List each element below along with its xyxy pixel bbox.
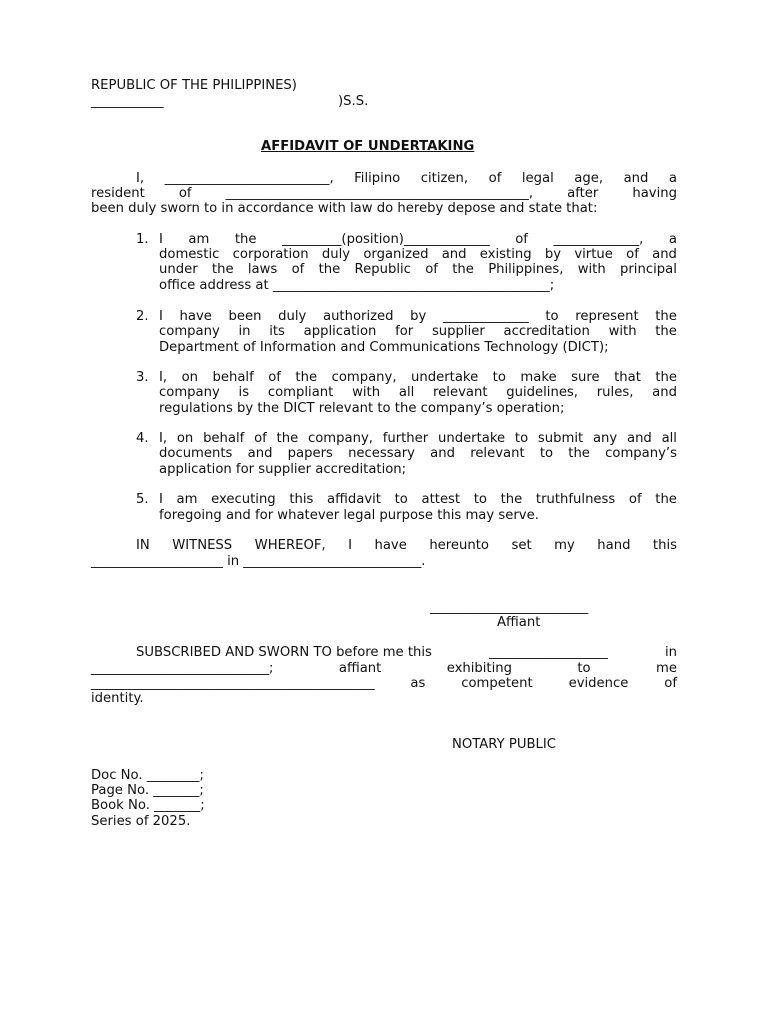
item-5-number: 5. [136,492,149,507]
item-5-line-1-word: the [500,492,523,507]
item-3-line-1-word: behalf [212,370,254,385]
item-3-line-2-word: with [352,385,381,400]
item-5-line-1-word: attest [421,492,461,507]
intro-line-2-word: after [567,186,599,201]
venue-blank: ___________ [91,94,164,109]
item-4-line-1-word: submit [537,431,584,446]
item-2-line-3: Department of Information and Communications Technology (DICT); [159,340,609,355]
page-no: Page No. _______; [91,783,204,798]
item-4-line-1-word: company, [307,431,373,446]
jurat-line-1-word: in [664,645,677,660]
item-3-line-1-word: the [655,370,677,385]
item-5-line-1-word: executing [211,492,276,507]
series: Series of 2025. [91,814,191,829]
witness-line-1-word: have [374,538,407,553]
item-2-line-1-word: I [159,309,163,324]
item-5-line-1-word: truthfulness [535,492,616,507]
item-2-line-2-word: accreditation [503,324,590,339]
item-1-line-2-word: by [544,247,562,262]
item-4-line-1-word: of [254,431,267,446]
item-4-line-1 [159,431,677,446]
intro-line-1-word: legal [521,171,554,186]
item-1-line-2-word: corporation [232,247,309,262]
intro-line-2-word: ______________________________________________, [225,186,534,201]
jurat-line-3-word: evidence [568,676,629,691]
item-1-line-1-word: _____________, [553,232,644,247]
item-2-line-1-word: been [228,309,262,324]
item-5-line-1-word: affidavit [327,492,381,507]
item-1-line-3-word: with [577,262,606,277]
intro-line-3: been duly sworn to in accordance with law do hereby depose and state that: [91,201,598,216]
item-3-line-2-word: is [238,385,250,400]
witness-line-1-word: this [652,538,677,553]
jurat-line-3-word: as [410,676,426,691]
item-2-line-2-word: with [608,324,637,339]
item-4-line-1-word: any [592,431,618,446]
item-1-line-3-word: laws [247,262,278,277]
item-1-line-1-word: of [515,232,528,247]
item-5-line-1-word: this [289,492,314,507]
item-1-line-2-word: and [652,247,677,262]
item-4-line-1-word: behalf [203,431,245,446]
item-1-line-3-word: Republic [354,262,411,277]
intro-line-2-word: resident [91,186,145,201]
item-5-line-1 [159,492,677,507]
item-1-line-3-word: the [452,262,474,277]
item-5-line-1-word: I [159,492,163,507]
witness-line-1-word: hand [597,538,631,553]
item-4-line-1-word: on [176,431,194,446]
document-title: AFFIDAVIT OF UNDERTAKING [261,139,475,154]
jurat-line-3-word: of [664,676,677,691]
jurat-line-2-word: affiant [338,661,382,676]
item-1-line-3-word: the [318,262,341,277]
item-3-line-1-word: of [268,370,281,385]
item-3-number: 3. [136,370,149,385]
item-5-line-1-word: to [394,492,408,507]
item-3-line-1 [159,370,677,385]
item-1-number: 1. [136,232,149,247]
item-4-line-2-word: company’s [605,446,677,461]
item-1-line-2-word: organized [363,247,429,262]
witness-line-1-word: I [348,538,352,553]
item-2-line-1-word: _____________ [442,309,529,324]
item-1-line-2 [159,247,677,262]
witness-line-1-word: WITNESS [172,538,233,553]
witness-line-1 [136,538,677,553]
item-5-line-1-word: the [655,492,677,507]
item-2-line-1-word: authorized [322,309,394,324]
item-4-line-1-word: undertake [437,431,506,446]
item-2-line-2-word: for [395,324,414,339]
item-4-line-2 [159,446,677,461]
witness-line-1-word: hereunto [429,538,489,553]
jurat-line-2-word: me [656,661,677,676]
item-3-line-3: regulations by the DICT relevant to the company’s operation; [159,401,565,416]
affiant-label: Affiant [497,615,541,630]
item-5-line-1-word: am [176,492,198,507]
witness-line-1-word: my [554,538,575,553]
item-4-line-2-word: necessary [348,446,415,461]
item-2-line-1-word: by [410,309,427,324]
item-3-line-1-word: company, [331,370,397,385]
item-4-line-2-word: relevant [470,446,525,461]
venue-ss: )S.S. [338,94,369,109]
item-1-line-3-word: the [211,262,234,277]
item-2-line-2-word: in [238,324,251,339]
intro-line-2 [91,186,677,201]
item-5-line-1-word: to [473,492,487,507]
item-2-line-2-word: company [159,324,220,339]
item-2-line-1-word: the [655,309,677,324]
item-5-line-2: foregoing and for whatever legal purpose this may serve. [159,508,539,523]
intro-line-1-word: citizen, [420,171,469,186]
item-1-line-1-word: _________(position)_____________ [282,232,490,247]
item-2-line-1-word: have [179,309,212,324]
notary-public-label: NOTARY PUBLIC [452,737,556,752]
item-3-line-2-word: all [398,385,415,400]
item-3-line-1-word: that [614,370,641,385]
item-3-line-1-word: I, [159,370,168,385]
intro-line-2-word: having [632,186,677,201]
witness-line-1-word: set [511,538,532,553]
jurat-line-1-word: __________________ [489,645,608,660]
witness-line-1-word: WHEREOF, [254,538,326,553]
book-no: Book No. _______; [91,798,205,813]
item-1-line-3-word: of [291,262,305,277]
item-1-line-1-word: a [668,232,677,247]
jurat-line-3 [91,676,677,691]
intro-line-1 [136,171,677,186]
jurat-line-1-word: SUBSCRIBED AND SWORN TO before me this [136,645,432,660]
item-4-line-1-word: the [276,431,299,446]
item-3-line-2-word: and [652,385,677,400]
item-3-line-1-word: make [520,370,557,385]
item-2-line-2 [159,324,677,339]
intro-line-1-word: Filipino [354,171,401,186]
jurat-line-2 [91,661,677,676]
item-3-line-1-word: sure [571,370,600,385]
item-2-number: 2. [136,309,149,324]
venue-line: REPUBLIC OF THE PHILIPPINES) [91,78,297,93]
item-1-line-4: office address at __________________________________________; [159,278,555,293]
intro-line-1-word: _________________________, [164,171,334,186]
item-1-line-2-word: existing [479,247,532,262]
item-5-line-1-word: of [628,492,642,507]
item-3-line-1-word: undertake [411,370,479,385]
item-1-line-1 [159,232,677,247]
item-3-line-2-word: relevant [433,385,488,400]
intro-line-1-word: age, [574,171,604,186]
item-2-line-1-word: represent [575,309,639,324]
item-1-line-2-word: of [626,247,639,262]
item-4-line-1-word: and [626,431,652,446]
item-3-line-2-word: rules, [596,385,634,400]
item-1-line-2-word: and [441,247,467,262]
jurat-line-1 [136,645,677,660]
item-1-line-2-word: duly [321,247,351,262]
item-1-line-1-word: am [188,232,210,247]
item-1-line-1-word: I [159,232,163,247]
item-4-line-2-word: the [568,446,590,461]
jurat-line-2-word: exhibiting [446,661,512,676]
intro-line-1-word: of [488,171,502,186]
item-4-line-2-word: documents [159,446,233,461]
item-4-line-2-word: papers [287,446,333,461]
item-1-line-3-word: principal [620,262,677,277]
item-3-line-1-word: on [181,370,199,385]
item-3-line-2-word: guidelines, [506,385,578,400]
jurat-line-3-word: competent [461,676,533,691]
item-2-line-2-word: its [269,324,285,339]
item-3-line-1-word: to [492,370,506,385]
item-1-line-3-word: under [159,262,198,277]
item-4-line-1-word: to [514,431,529,446]
item-3-line-2 [159,385,677,400]
item-1-line-2-word: virtue [574,247,613,262]
jurat-line-2-word: to [577,661,591,676]
item-4-line-1-word: I, [159,431,168,446]
item-4-line-2-word: and [430,446,455,461]
item-3-line-2-word: compliant [267,385,334,400]
intro-line-2-word: of [178,186,192,201]
jurat-line-2-word: ___________________________; [91,661,274,676]
item-4-line-3: application for supplier accreditation; [159,462,407,477]
item-3-line-2-word: company [159,385,220,400]
item-2-line-2-word: supplier [431,324,485,339]
item-2-line-2-word: the [655,324,677,339]
item-4-line-1-word: further [382,431,429,446]
witness-line-2: ____________________ in ___________________________. [91,554,426,569]
item-2-line-2-word: application [303,324,377,339]
item-1-line-2-word: domestic [159,247,220,262]
item-4-number: 4. [136,431,149,446]
intro-line-1-word: a [668,171,677,186]
witness-line-1-word: IN [136,538,150,553]
doc-no: Doc No. ________; [91,768,204,783]
item-2-line-1-word: duly [278,309,307,324]
jurat-line-3-word: ___________________________________________ [91,676,375,691]
item-4-line-2-word: and [247,446,273,461]
item-1-line-1-word: the [234,232,257,247]
jurat-line-4: identity. [91,691,144,706]
item-3-line-1-word: the [295,370,318,385]
item-4-line-1-word: all [661,431,677,446]
item-1-line-3 [159,262,677,277]
intro-line-1-word: and [623,171,649,186]
item-1-line-3-word: Philippines, [488,262,564,277]
item-4-line-2-word: to [539,446,554,461]
intro-line-1-word: I, [136,171,145,186]
item-1-line-3-word: of [425,262,438,277]
affiant-signature-line: ________________________ [430,600,589,615]
item-2-line-1-word: to [545,309,559,324]
item-2-line-1 [159,309,677,324]
